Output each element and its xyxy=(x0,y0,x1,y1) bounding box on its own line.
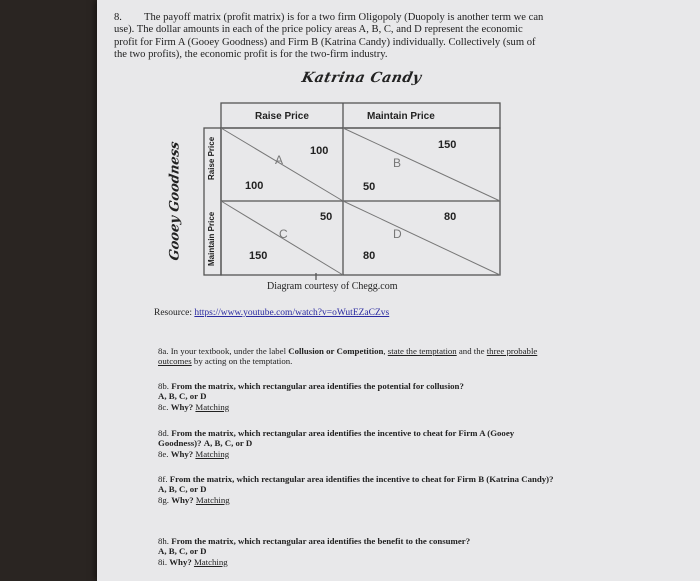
resource-label: Resource: xyxy=(154,308,192,318)
cell-c-lower-value: 150 xyxy=(249,250,268,262)
item-8a-outcomes: three probable outcomes xyxy=(158,346,538,367)
item-8e-link[interactable]: Matching xyxy=(195,448,230,459)
item-8a-text1: In your textbook, under the label xyxy=(170,346,289,356)
cell-d-upper-value: 80 xyxy=(444,211,457,223)
diagram-caption: Diagram courtesy of Chegg.com xyxy=(267,281,398,292)
item-8i-link[interactable]: Matching xyxy=(193,556,228,567)
question-8d xyxy=(158,428,558,459)
cell-a-upper-value: 100 xyxy=(310,145,329,157)
item-8e-why: Why? xyxy=(170,448,194,459)
item-8a-prefix: 8a. xyxy=(158,346,169,356)
item-8b-text: From the matrix, which rectangular area identifies the potential for collusion? xyxy=(171,381,464,391)
item-8f-choices: A, B, C, or D xyxy=(158,484,207,495)
item-8i-why: Why? xyxy=(169,556,192,567)
payoff-matrix xyxy=(97,0,700,300)
item-8h-choices: A, B, C, or D xyxy=(158,546,207,557)
item-8e-prefix: 8e. xyxy=(158,448,169,459)
cell-a-label: A xyxy=(275,153,284,167)
row-header-maintain-price-text: Maintain Price xyxy=(207,211,216,266)
cell-d-lower-value: 80 xyxy=(363,250,376,262)
cell-b-upper-value: 150 xyxy=(438,139,457,151)
item-8g-prefix: 8g. xyxy=(158,494,169,505)
item-8h-text: From the matrix, which rectangular area identifies the benefit to the consumer? xyxy=(171,536,471,546)
item-8a-bold: Collusion or Competition xyxy=(288,346,384,356)
item-8b-choices: A, B, C, or D xyxy=(158,391,207,402)
firm-b-label: Katrina Candy xyxy=(300,70,424,86)
item-8d-choices: A, B, C, or D xyxy=(203,438,253,449)
cell-c-label: C xyxy=(279,227,288,241)
item-8i-prefix: 8i. xyxy=(158,556,168,567)
cell-b-label: B xyxy=(393,156,402,170)
cell-c-upper-value: 50 xyxy=(320,211,333,223)
question-8a xyxy=(158,346,558,367)
col-header-raise-price: Raise Price xyxy=(255,111,309,122)
question-number: 8. xyxy=(114,12,122,23)
question-text: The payoff matrix (profit matrix) is for a two firm Oligopoly (Duopoly is another term we can use). The dollar amounts in each of the price policy areas A, B, C, and D represent the economic profit for Firm A (Gooey Goodness) and Firm B (Katrina Candy) individually. Collectively (sum of the two profits), the economic profit is for the two-firm industry. xyxy=(114,12,544,61)
item-8f-prefix: 8f. xyxy=(158,474,168,484)
resource-link[interactable]: https://www.youtube.com/watch?v=oWutEZaCZvs xyxy=(194,308,390,318)
item-8g-link[interactable]: Matching xyxy=(195,494,230,505)
item-8a-temptation: state the temptation xyxy=(387,346,457,356)
question-8f xyxy=(158,474,558,505)
item-8f-text: From the matrix, which rectangular area identifies the incentive to cheat for Firm B (Katrina Candy)? xyxy=(169,474,554,484)
item-8d-text: From the matrix, which rectangular area identifies the incentive to cheat for Firm A (Gooey Goodness)? xyxy=(158,428,515,449)
question-8b xyxy=(158,381,558,412)
resource-line xyxy=(154,308,389,318)
col-header-maintain-price: Maintain Price xyxy=(367,111,435,122)
document-page xyxy=(97,0,700,581)
question-8h xyxy=(158,536,558,567)
cell-d-label: D xyxy=(393,227,402,241)
item-8c-link[interactable]: Matching xyxy=(195,401,230,412)
firm-a-label: Gooey Goodness xyxy=(167,140,183,262)
item-8h-prefix: 8h. xyxy=(158,536,169,546)
item-8d-prefix: 8d. xyxy=(158,428,169,438)
cell-a-lower-value: 100 xyxy=(245,180,264,192)
item-8a-text2: , xyxy=(383,346,388,356)
item-8c-prefix: 8c. xyxy=(158,401,169,412)
row-header-raise-price-text: Raise Price xyxy=(207,136,216,180)
cell-b-lower-value: 50 xyxy=(363,181,376,193)
item-8b-prefix: 8b. xyxy=(158,381,169,391)
item-8c-why: Why? xyxy=(170,401,194,412)
item-8g-why: Why? xyxy=(171,494,194,505)
item-8a-text4: by acting on the temptation. xyxy=(191,356,293,367)
item-8a-text3: and the xyxy=(456,346,487,356)
